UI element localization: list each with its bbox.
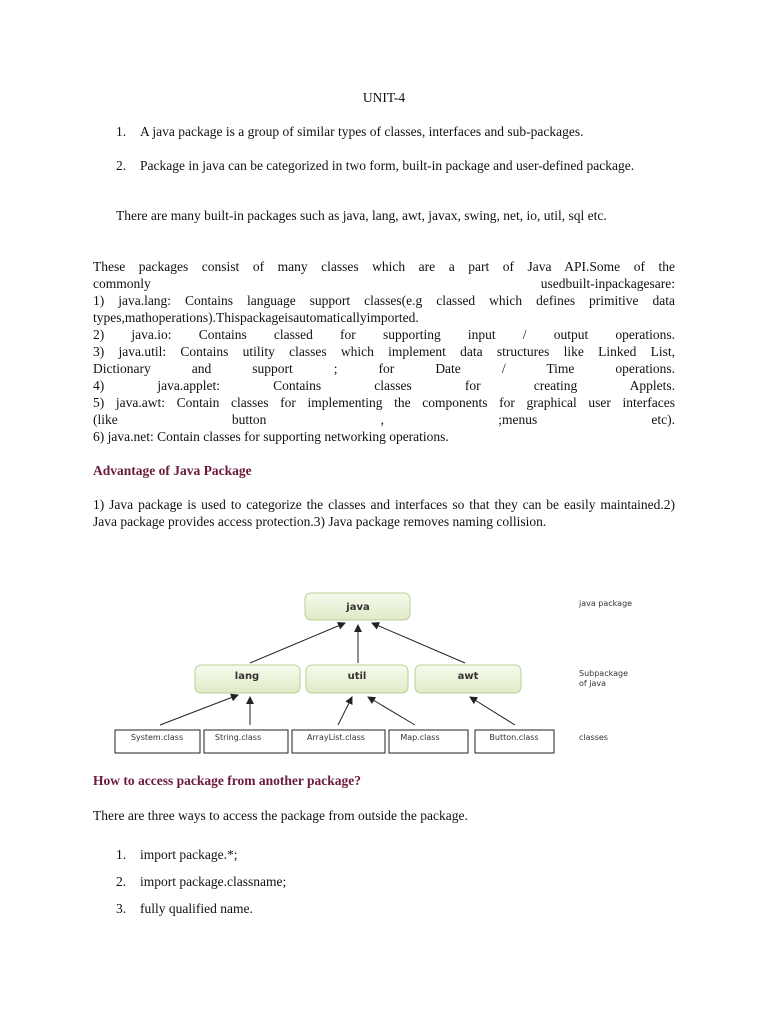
class-label: String.class	[214, 733, 262, 742]
access-paragraph: There are three ways to access the package from outside the package.	[93, 808, 468, 823]
package-item: 3) java.util: Contains utility classes which implement data structures like Linked List,	[93, 344, 675, 359]
list-item: 2. Package in java can be categorized in two form, built-in package and user-defined package.	[116, 158, 635, 173]
util-subpackage-label: util	[347, 671, 367, 682]
legend-java-package: java package	[579, 599, 633, 608]
page-title: UNIT-4	[362, 90, 406, 105]
legend-classes: classes	[579, 733, 608, 742]
list-item: 2. import package.classname;	[116, 874, 287, 889]
class-label: Map.class	[400, 733, 440, 742]
package-item: 6) java.net: Contain classes for supporting networking operations.	[93, 429, 449, 444]
legend-subpackage: Subpackage	[579, 669, 628, 678]
arrow-arraylist-util	[338, 697, 352, 725]
arrow-map-util	[368, 697, 415, 725]
advantage-paragraph: 1) Java package is used to categorize the classes and interfaces so that they can be easily maintained.2) Java package provides access protection.3) Java package removes naming collision.	[93, 497, 675, 529]
package-item: 2) java.io: Contains classed for supporting input / output operations.	[93, 327, 675, 342]
legend-subpackage-2: of java	[579, 679, 607, 688]
package-item: 4) java.applet: Contains classes for creating Applets.	[93, 378, 675, 393]
awt-subpackage-label: awt	[457, 671, 479, 682]
class-label: System.class	[130, 733, 184, 742]
package-hierarchy-diagram	[110, 585, 670, 760]
java-package-label: java	[346, 602, 370, 613]
arrow-button-awt	[470, 697, 515, 725]
class-label: Button.class	[489, 733, 539, 742]
package-item: 5) java.awt: Contain classes for implementing the components for graphical user interfaces	[93, 395, 675, 410]
package-item-cont: (like button , ;menus etc).	[93, 412, 675, 427]
package-item-cont: Dictionary and support ; for Date / Time operations.	[93, 361, 675, 376]
access-heading: How to access package from another package?	[93, 773, 361, 788]
package-item-cont: types,mathoperations).Thispackageisautomaticallyimported.	[93, 310, 419, 325]
list-item: 1. A java package is a group of similar types of classes, interfaces and sub-packages.	[116, 124, 584, 139]
builtin-paragraph: There are many built-in packages such as java, lang, awt, javax, swing, net, io, util, sql etc.	[116, 208, 607, 223]
lang-subpackage-label: lang	[234, 671, 260, 682]
advantage-heading: Advantage of Java Package	[93, 463, 252, 478]
arrow-lang-java	[250, 623, 345, 663]
package-item: 1) java.lang: Contains language support classes(e.g classed which defines primitive data	[93, 293, 675, 308]
class-label: ArrayList.class	[307, 733, 365, 742]
packages-block: These packages consist of many classes which are a part of Java API.Some of the commonly usedbuilt-inpackagesare: 1) java.lang: Contains language support classes(e.g classed which defines primitive data types,mathoperations).Thispackageisautomaticallyimported. 2) java.io: Contains classed for supporting input / output operations. 3) java.util: Contains utility classes which implement data structures like Linked List, Dictionary and support ; for Date / Time operations. 4) java.applet: Contains classes for creating Applets. 5) java.awt: Contain classes for implementing the components for graphical user interfaces (like button , ;menus etc). 6) java.net: Contain classes for supporting networking operations.	[93, 259, 675, 444]
arrow-awt-java	[372, 623, 465, 663]
arrow-system-lang	[160, 695, 238, 725]
list-item: 1. import package.*;	[116, 847, 238, 862]
list-item: 3. fully qualified name.	[116, 901, 253, 916]
